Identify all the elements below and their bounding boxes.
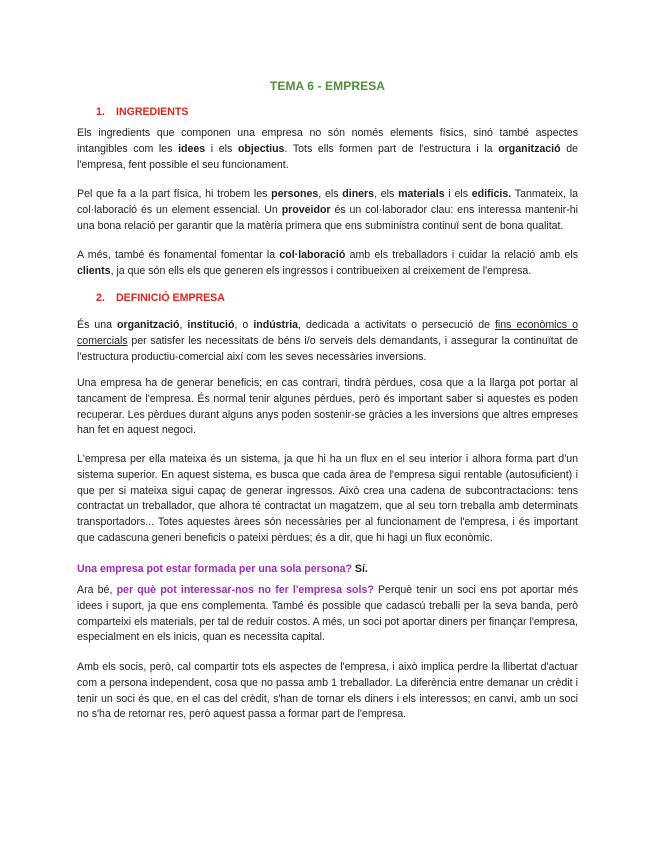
section-number: 1. — [96, 106, 105, 118]
question-answer: Sí. — [351, 563, 368, 575]
bold-term: idees — [178, 142, 206, 155]
text-run: és un col·laborador clau: ens interessa mantenir-hi una bona relació per garantir que la matèria primera que ens subministra continuï sent de bona qualitat. — [77, 203, 579, 232]
paragraph-physical-part — [77, 187, 578, 234]
text-run: , o — [234, 319, 254, 331]
bold-term: indústria — [253, 319, 299, 331]
bold-term: institució — [187, 319, 235, 331]
paragraph-ingredients-intro — [77, 126, 578, 173]
text-run: de l'empresa, fent possible el seu funcionament. — [77, 142, 578, 171]
question-line — [77, 562, 578, 578]
section-number: 2. — [96, 292, 105, 304]
page-title: TEMA 6 - EMPRESA — [269, 79, 386, 93]
text-run: i els — [205, 142, 238, 155]
text-run: Els ingredients que componen una empresa no són només elements físics, sinó també aspectes intangibles com les — [77, 127, 578, 155]
bold-term: edificis. — [471, 188, 512, 200]
text-run: i els — [444, 188, 472, 200]
bold-term: organització — [498, 142, 561, 155]
text-run: , — [179, 319, 188, 331]
paragraph-partner — [77, 583, 578, 646]
text-run: , dedicada a activitats o persecució de — [298, 319, 495, 331]
paragraph-collaboration — [77, 248, 578, 280]
text-run: , els — [374, 188, 399, 200]
section-label: INGREDIENTS — [116, 106, 189, 118]
bold-term: materials — [398, 188, 445, 200]
text-run: per satisfer les necessitats de béns i/o serveis dels demandants, i assegurar la continuïtat de l'estructura productiu-comercial així com les seves necessàries inversions. — [77, 334, 578, 363]
bold-term: persones — [271, 188, 319, 200]
bold-term: objectius — [237, 142, 285, 155]
text-run: , ja que són ells els que generen els ingressos i contribueixen al creixement de l'empresa. — [110, 264, 532, 277]
text-run: Pel que fa a la part física, hi trobem les — [77, 188, 272, 200]
text-run: Ara bé, — [77, 584, 117, 596]
text-run: amb els treballadors i cuidar la relació amb els — [345, 249, 578, 261]
paragraph-profits: Una empresa ha de generar beneficis; en cas contrari, tindrà pèrdues, cosa que a la llarga pot portar al tancament de l'empresa. És normal tenir algunes pèrdues, però és important saber si aquestes es poden recuperar. Les pèrdues durant alguns anys poden sostenir-se gràcies a les inversions que altres empreses han fet en aquest negoci. — [77, 377, 578, 437]
text-run: A més, també és fonamental fomentar la — [77, 249, 280, 261]
text-run: . Tots ells formen part de l'estructura i la — [284, 142, 499, 155]
underlined-term: fins econòmics o comercials — [77, 319, 578, 347]
text-run: , els — [318, 188, 343, 200]
bold-term: clients — [77, 264, 111, 277]
paragraph-definition — [77, 318, 578, 365]
bold-term: proveidor — [281, 203, 331, 216]
paragraph-system: L'empresa per ella mateixa és un sistema, ja que hi ha un flux en el seu interior i alhora forma part d'un sistema superior. En aquest sistema, es busca que cada àrea de l'empresa sigui rentable (autosuficient) i que per si mateixa sigui capaç de generar ingressos. Això crea una cadena de subcontractacions: tens contractat un treballador, que alhora té contractat un magatzem, que al seu torn treballa amb determinats transportadors... Totes aquestes àrees són necessàries per al funcionament de l'empresa, i és important que cadascuna generi beneficis o pateixi pèrdues; és a dir, que hi hagi un flux econòmic. — [77, 453, 578, 544]
highlighted-question: per què pot interessar-nos no fer l'empresa sols? — [116, 584, 374, 596]
question-text: Una empresa pot estar formada per una sola persona? — [77, 563, 352, 575]
bold-term: col·laboració — [279, 249, 346, 261]
bold-term: diners — [342, 188, 375, 200]
text-run: Tanmateix, la col·laboració és un element essencial. Un — [77, 188, 579, 216]
bold-term: organització — [117, 319, 180, 331]
section-heading-ingredients — [96, 106, 188, 118]
section-label: DEFINICIÓ EMPRESA — [116, 292, 225, 304]
text-run: És una — [77, 319, 118, 331]
paragraph-partners-vs-credit: Amb els socis, però, cal compartir tots els aspectes de l'empresa, i això implica perdre la llibertat d'actuar com a persona independent, cosa que no passa amb 1 treballador. La diferència entre demanar un crèdit i tenir un soci és que, en el cas del crèdit, s'han de tornar els diners i els interessos; en canvi, amb un soci no s'ha de retornar res, però aquest passa a formar part de l'empresa. — [77, 661, 578, 721]
section-heading-definition — [96, 292, 225, 304]
text-run: Perquè tenir un soci ens pot aportar més idees i suport, ja que ens complementa. També és possible que cadascú treballi per la seva banda, però comparteixi els materials, per tal de reduir costos. A més, un soci pot aportar diners per finançar l'empresa, especialment en els inicis, quan es necessita capital. — [77, 584, 578, 644]
